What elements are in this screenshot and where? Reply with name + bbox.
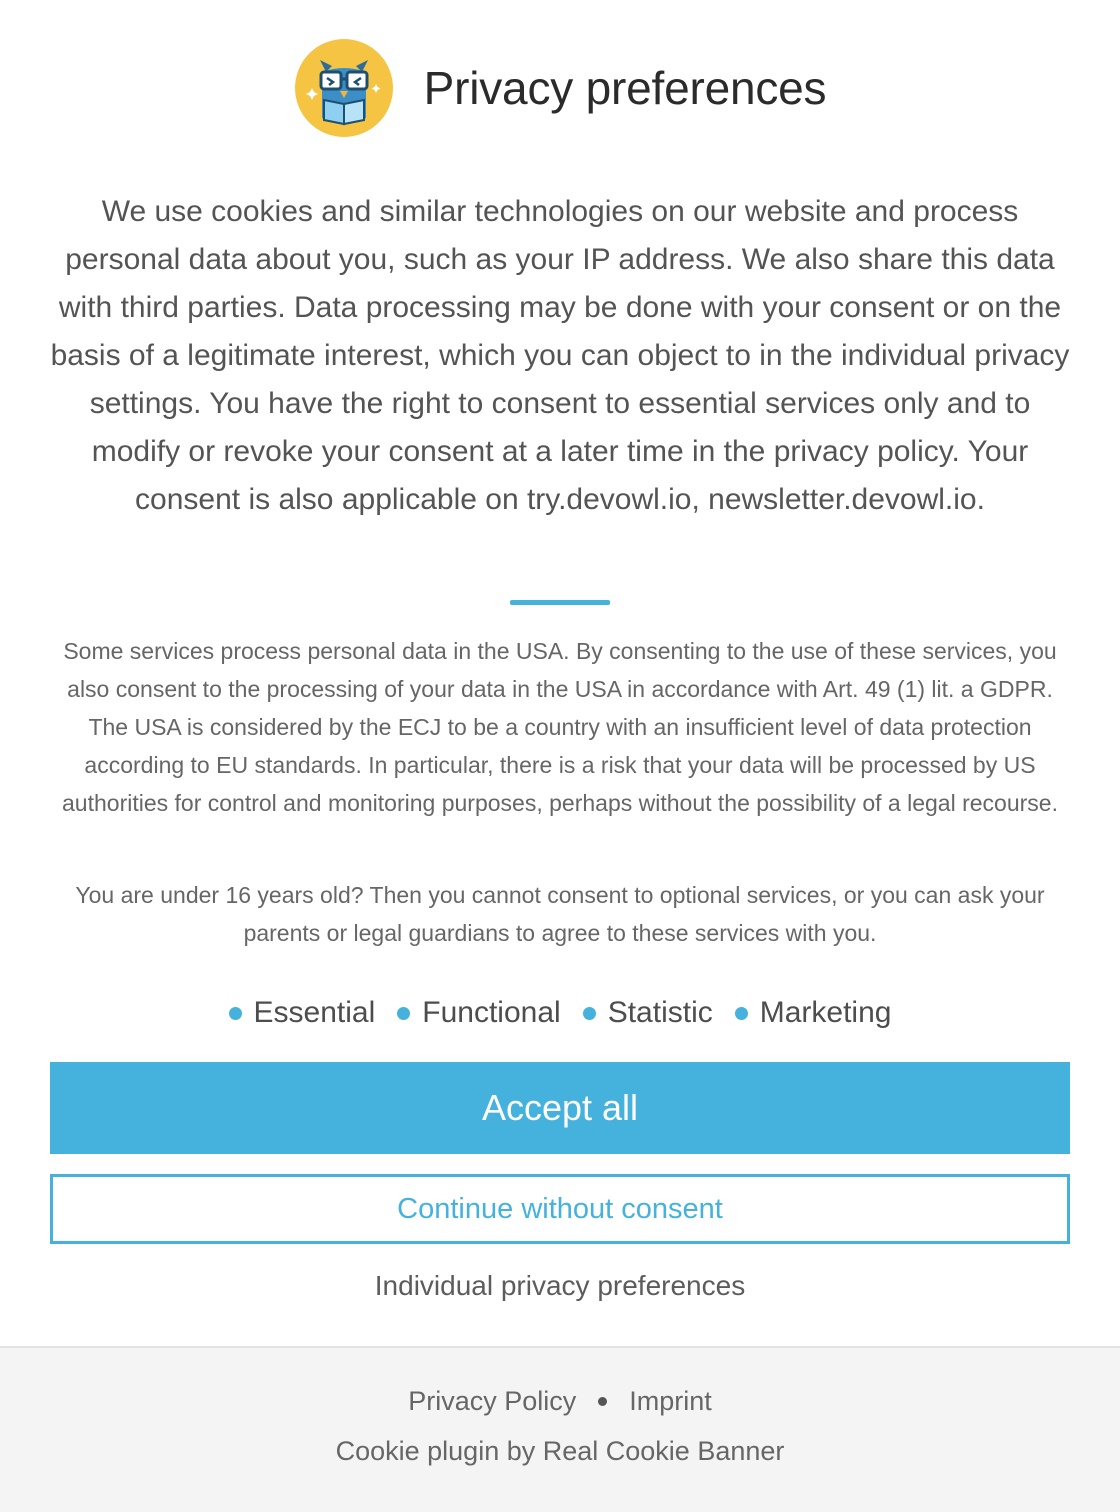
dialog-footer xyxy=(0,1346,1120,1512)
age-notice: You are under 16 years old? Then you cannot consent to optional services, or you can ask your parents or legal guardians to agree to these services with you. xyxy=(75,882,1045,946)
footer-credit xyxy=(0,1436,1120,1467)
usa-notice: Some services process personal data in the USA. By consenting to the use of these services, you also consent to the processing of your data in the USA in accordance with Art. 49 (1) lit. a GDPR. The USA is considered by the ECJ to be a country with an insufficient level of data protection according to EU standards. In particular, there is a risk that your data will be processed by US authorities for control and monitoring purposes, perhaps without the possibility of a legal recourse. xyxy=(62,638,1058,816)
group-label: Essential xyxy=(253,996,376,1029)
service-groups-list xyxy=(0,988,1120,1038)
bullet-dot-icon xyxy=(397,1007,410,1020)
group-marketing xyxy=(735,996,892,1030)
real-cookie-banner-link[interactable]: Cookie plugin by Real Cookie Banner xyxy=(335,1436,785,1466)
dialog-title: Privacy preferences xyxy=(423,62,827,114)
accept-all-button[interactable]: Accept all xyxy=(50,1062,1070,1154)
group-label: Statistic xyxy=(607,996,713,1029)
footer-links xyxy=(0,1386,1120,1417)
separator-line xyxy=(510,600,610,605)
group-essential xyxy=(229,996,376,1030)
separator-bullet-icon xyxy=(598,1397,607,1406)
continue-without-consent-button[interactable]: Continue without consent xyxy=(50,1174,1070,1244)
owl-logo-icon xyxy=(294,38,394,138)
imprint-link[interactable]: Imprint xyxy=(629,1386,712,1416)
intro-text: We use cookies and similar technologies on our website and process personal data about you, such as your IP address. We also share this data with third parties. Data processing may be done with your consent or on the basis of a legitimate interest, which you can object to in the individual privacy settings. You have the right to consent to essential services only and to modify or revoke your consent at a later time in the privacy policy. Your consent is also applicable on try.devowl.io, newsletter.devowl.io. xyxy=(50,195,1070,516)
group-label: Marketing xyxy=(759,996,892,1029)
group-functional xyxy=(397,996,560,1030)
bullet-dot-icon xyxy=(229,1007,242,1020)
dialog-header xyxy=(0,36,1120,140)
group-statistic xyxy=(583,996,713,1030)
privacy-policy-link[interactable]: Privacy Policy xyxy=(408,1386,577,1416)
group-label: Functional xyxy=(422,996,561,1029)
individual-privacy-preferences-link[interactable]: Individual privacy preferences xyxy=(374,1270,746,1301)
bullet-dot-icon xyxy=(735,1007,748,1020)
bullet-dot-icon xyxy=(583,1007,596,1020)
